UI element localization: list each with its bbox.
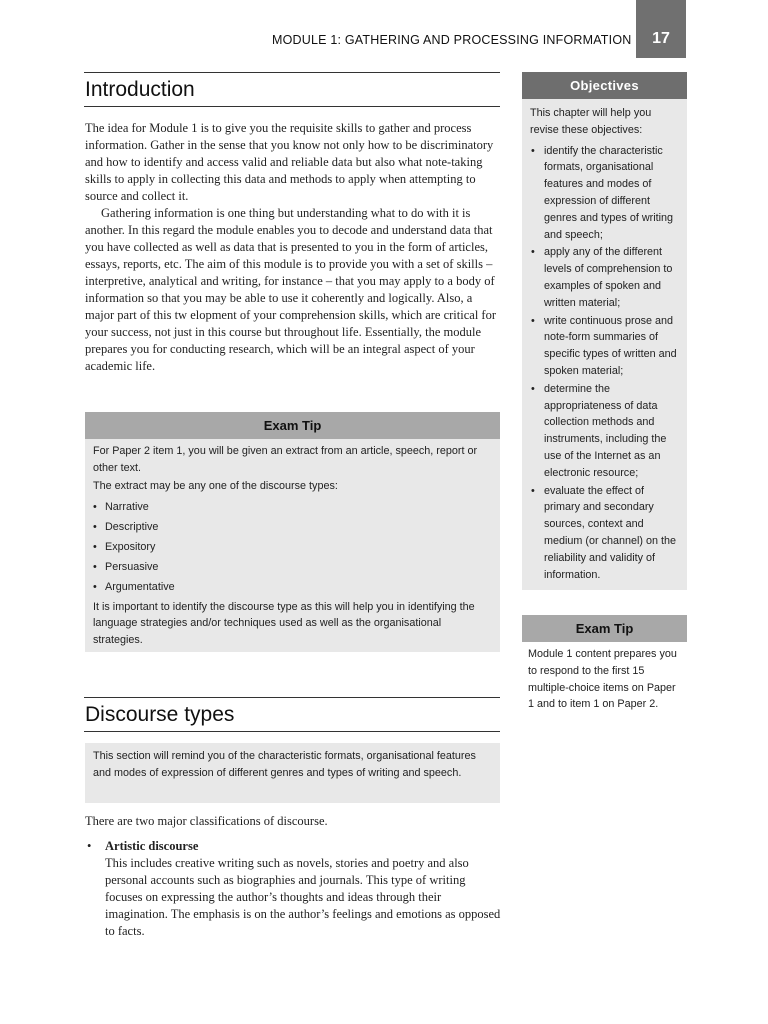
list-item: • write continuous prose and note-form summaries of specific types of written and spoken material; bbox=[530, 313, 679, 380]
list-item: • apply any of the different levels of comprehension to examples of spoken and written material; bbox=[530, 244, 679, 311]
artistic-discourse-bullet bbox=[87, 838, 502, 940]
list-item: • identify the characteristic formats, organisational features and modes of expression of different genres and types of writing and speech; bbox=[530, 143, 679, 244]
exam-tip-side-text: Module 1 content prepares you to respond to the first 15 multiple-choice items on Paper 1 and to item 1 on Paper 2. bbox=[528, 648, 677, 711]
discourse-top-rule bbox=[84, 697, 500, 698]
list-item: • evaluate the effect of primary and secondary sources, context and medium (or channel) on the reliability and validity of information. bbox=[530, 483, 679, 584]
intro-bottom-rule bbox=[84, 106, 500, 107]
bullet-dot: • bbox=[87, 839, 92, 853]
discourse-heading: Discourse types bbox=[85, 703, 235, 726]
objectives-heading: Objectives bbox=[522, 72, 687, 99]
exam-tip-side-panel bbox=[522, 615, 687, 717]
list-item: • Expository bbox=[93, 537, 492, 557]
exam-tip-main-line-3: It is important to identify the discourse type as this will help you in identifying the language strategies and/or techniques used as well as the organisational strategies. bbox=[93, 600, 475, 646]
exam-tip-main-body bbox=[85, 439, 500, 652]
section-summary-text: This section will remind you of the characteristic formats, organisational features and modes of expression of different genres and types of writing and speech. bbox=[93, 750, 476, 779]
objectives-intro: This chapter will help you revise these objectives: bbox=[530, 107, 652, 136]
discourse-intro-line: There are two major classifications of discourse. bbox=[85, 814, 328, 828]
artistic-discourse-title: Artistic discourse bbox=[105, 839, 199, 853]
exam-tip-side-heading: Exam Tip bbox=[522, 615, 687, 642]
exam-tip-main-box bbox=[85, 412, 500, 652]
exam-tip-main-line-2: The extract may be any one of the discourse types: bbox=[93, 480, 338, 492]
page-number-tab bbox=[636, 0, 686, 58]
objectives-body bbox=[522, 99, 687, 590]
list-item: • Persuasive bbox=[93, 557, 492, 577]
discourse-bottom-rule bbox=[84, 731, 500, 732]
artistic-discourse-text: This includes creative writing such as novels, stories and poetry and also personal accounts such as biographies and journals. This type of writing focuses on expressing the author’s thoughts and ideas through their imagination. The emphasis is on the author’s feelings and emotions as opposed to facts. bbox=[105, 856, 501, 938]
exam-tip-main-line-1: For Paper 2 item 1, you will be given an extract from an article, speech, report or other text. bbox=[93, 445, 478, 474]
discourse-types-list bbox=[93, 497, 492, 597]
objectives-panel bbox=[522, 72, 687, 590]
intro-paragraph-1: The idea for Module 1 is to give you the requisite skills to gather and process information. Gather in the sense that you know not only how to be discriminatory and how to identify and access valid and reliable data but also what note-taking skills to apply in collecting this data and methods to apply when attempting to source and collect it. bbox=[85, 121, 494, 203]
list-item: • determine the appropriateness of data collection methods and instruments, including the use of the Internet as an electronic resource; bbox=[530, 381, 679, 482]
list-item: • Argumentative bbox=[93, 577, 492, 597]
page-number: 17 bbox=[652, 30, 670, 47]
intro-body bbox=[85, 120, 497, 375]
objectives-list bbox=[530, 143, 679, 584]
intro-heading: Introduction bbox=[85, 78, 195, 101]
intro-paragraph-2: Gathering information is one thing but understanding what to do with it is another. In this regard the module enables you to decode and understand data that you have collected as well as data that is presented to you in the form of articles, essays, reports, etc. The aim of this module is to provide you with a set of skills – interpretive, analytical and writing, for instance – that you may apply to a body of information so that you may be able to use it coherently and logically. Also, a major part of this tw elopment of your comprehension skills, which are critical for your success, not just in this course but throughout life. Essentially, the module prepares you for conducting research, which will be an integral aspect of your academic life. bbox=[85, 206, 496, 373]
running-header-title: MODULE 1: GATHERING AND PROCESSING INFORMATION bbox=[272, 33, 632, 47]
section-summary-box bbox=[85, 743, 500, 803]
exam-tip-main-heading: Exam Tip bbox=[85, 412, 500, 439]
list-item: • Narrative bbox=[93, 497, 492, 517]
intro-top-rule bbox=[84, 72, 500, 73]
list-item: • Descriptive bbox=[93, 517, 492, 537]
